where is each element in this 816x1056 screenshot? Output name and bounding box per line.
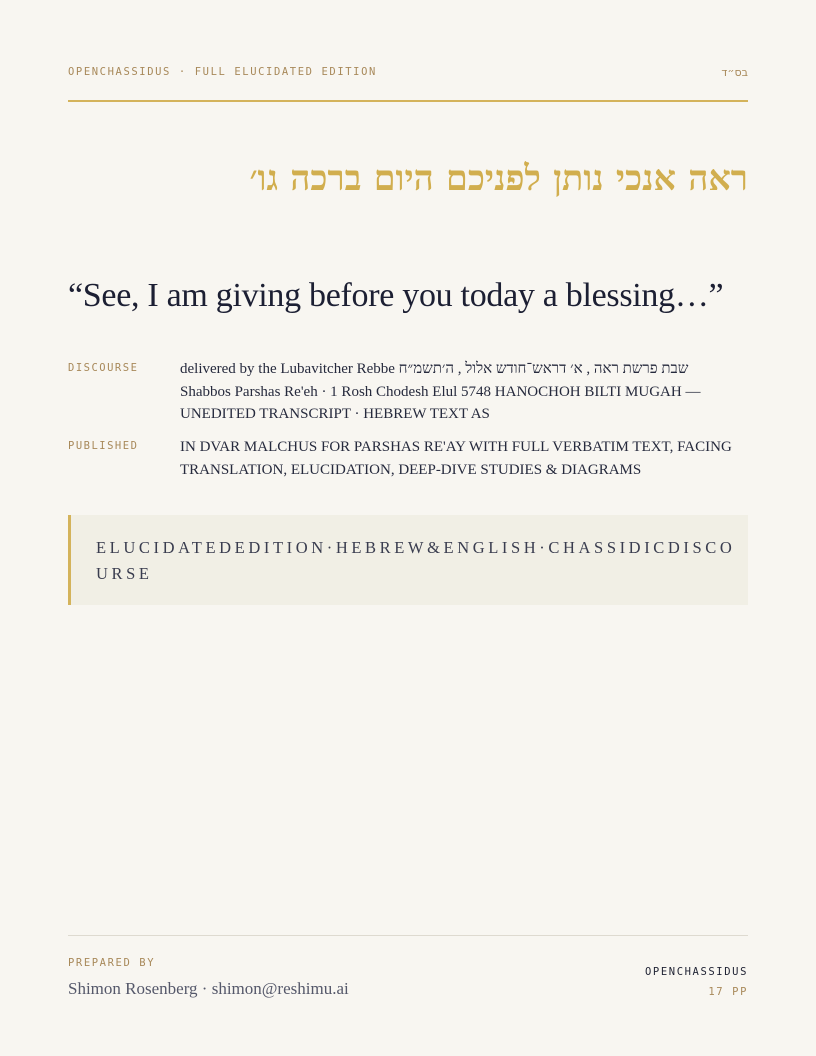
meta-value-published: IN DVAR MALCHUS FOR PARSHAS RE'AY WITH FULL VERBATIM TEXT, FACING TRANSLATION, ELUCIDATION, DEEP-DIVE STUDIES & DIAGRAMS: [180, 439, 732, 478]
footer-divider: [68, 935, 748, 936]
footer-brand: OPENCHASSIDUS: [645, 966, 748, 978]
page-count: 17 PP: [708, 986, 748, 998]
edition-callout: [68, 515, 748, 605]
meta-value-discourse: delivered by the Lubavitcher Rebbe שבת פרשת ראה , א׳ דראש־חודש אלול , ה׳תשמ״ח Shabbos Parshas Re'eh · 1 Rosh Chodesh Elul 5748 HANOCHOH BILTI MUGAH — UNEDITED TRANSCRIPT · HEBREW TEXT AS: [180, 361, 701, 422]
edition-callout-text: ELUCIDATEDEDITION·HEBREW&ENGLISH·CHASSIDICDISCOURSE: [96, 538, 736, 583]
header-bsd: בס״ד: [721, 66, 748, 79]
hebrew-title: ראה אנכי נותן לפניכם היום ברכה גו׳: [249, 158, 748, 199]
meta-label-published: PUBLISHED: [68, 440, 139, 452]
prepared-by-label: PREPARED BY: [68, 957, 156, 969]
english-title: “See, I am giving before you today a blessing…”: [68, 277, 724, 314]
meta-label-discourse: DISCOURSE: [68, 362, 139, 374]
header-divider: [68, 100, 748, 102]
header-bar: [68, 66, 748, 82]
header-brand-line: OPENCHASSIDUS · FULL ELUCIDATED EDITION: [68, 66, 377, 78]
prepared-by-value: Shimon Rosenberg · shimon@reshimu.ai: [68, 979, 349, 998]
document-page: [68, 0, 748, 1056]
